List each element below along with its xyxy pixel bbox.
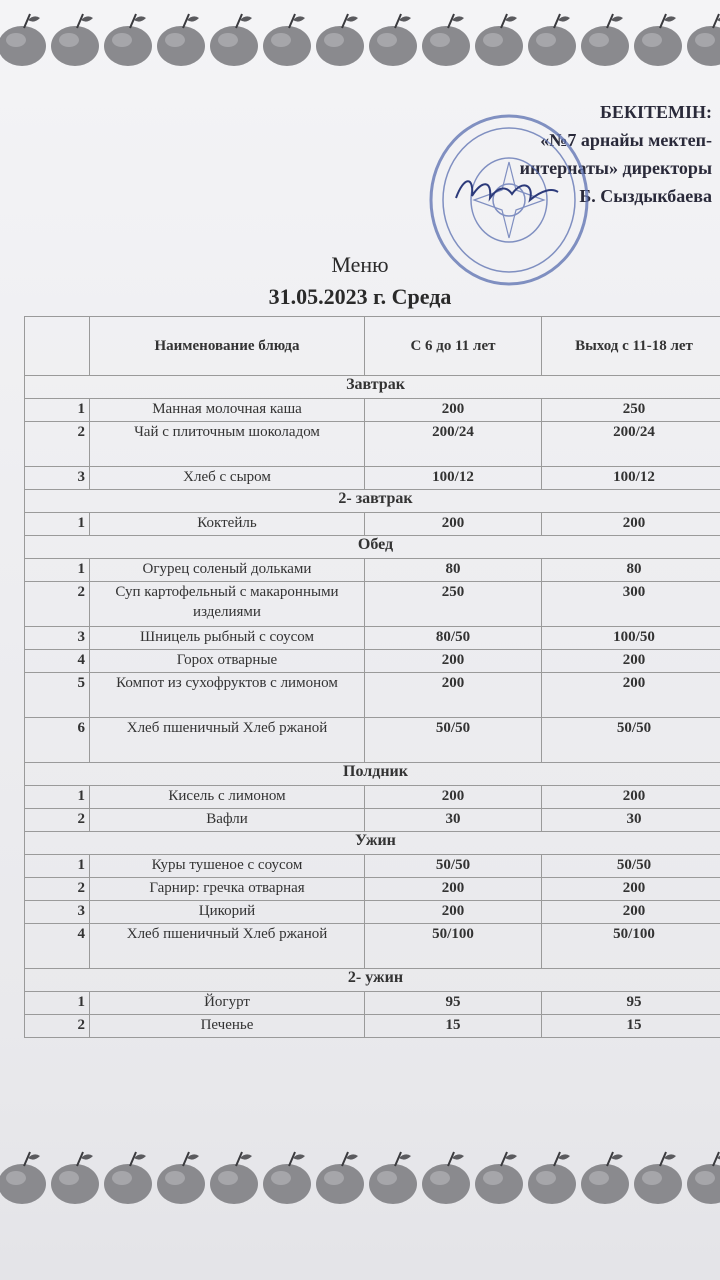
apple-icon xyxy=(528,14,576,66)
row-number: 1 xyxy=(25,399,90,422)
portion-6-11: 200 xyxy=(365,650,542,673)
section-title: 2- завтрак xyxy=(25,490,720,513)
dish-name: Куры тушеное с соусом xyxy=(90,855,365,878)
portion-11-18: 100/12 xyxy=(542,467,720,490)
dish-name: Огурец соленый дольками xyxy=(90,559,365,582)
section-title: 2- ужин xyxy=(25,969,720,992)
dish-name: Шницель рыбный с соусом xyxy=(90,627,365,650)
apple-icon xyxy=(634,1152,682,1204)
section-title: Обед xyxy=(25,536,720,559)
apple-icon xyxy=(316,14,364,66)
row-number: 1 xyxy=(25,513,90,536)
apple-icon xyxy=(157,14,205,66)
table-row xyxy=(25,924,720,969)
row-number: 3 xyxy=(25,467,90,490)
apple-icon xyxy=(51,14,99,66)
portion-6-11: 200 xyxy=(365,878,542,901)
section-title: Полдник xyxy=(25,763,720,786)
portion-6-11: 50/100 xyxy=(365,924,542,969)
menu-table xyxy=(24,316,720,1038)
section-row xyxy=(25,376,720,399)
table-row xyxy=(25,809,720,832)
date-line: 31.05.2023 г. Среда xyxy=(268,284,452,309)
header-age-11-18: Выход с 11-18 лет xyxy=(542,317,720,376)
row-number: 1 xyxy=(25,855,90,878)
table-row xyxy=(25,399,720,422)
apple-icon xyxy=(0,10,720,70)
apple-icon xyxy=(104,1152,152,1204)
row-number: 2 xyxy=(25,422,90,467)
row-number: 1 xyxy=(25,992,90,1015)
apple-icon xyxy=(634,14,682,66)
portion-11-18: 95 xyxy=(542,992,720,1015)
dish-name: Хлеб пшеничный Хлеб ржаной xyxy=(90,924,365,969)
apple-icon xyxy=(475,1152,523,1204)
apple-icon xyxy=(157,1152,205,1204)
apple-icon xyxy=(210,14,258,66)
table-row xyxy=(25,650,720,673)
table-row xyxy=(25,878,720,901)
portion-11-18: 15 xyxy=(542,1015,720,1038)
dish-name: Гарнир: гречка отварная xyxy=(90,878,365,901)
portion-6-11: 250 xyxy=(365,582,542,627)
portion-6-11: 200 xyxy=(365,673,542,718)
portion-6-11: 50/50 xyxy=(365,855,542,878)
row-number: 2 xyxy=(25,809,90,832)
apple-icon xyxy=(687,1152,720,1204)
page-title: Меню xyxy=(331,252,389,277)
portion-11-18: 30 xyxy=(542,809,720,832)
section-row xyxy=(25,490,720,513)
row-number: 2 xyxy=(25,1015,90,1038)
portion-6-11: 80 xyxy=(365,559,542,582)
approval-line-1: БЕКІТЕМІН: xyxy=(600,102,712,122)
dish-name: Вафли xyxy=(90,809,365,832)
approval-line-4: Б. Сыздыкбаева xyxy=(579,186,712,206)
apple-icon xyxy=(0,1152,46,1204)
portion-6-11: 100/12 xyxy=(365,467,542,490)
dish-name: Горох отварные xyxy=(90,650,365,673)
apple-border-bottom xyxy=(0,1148,720,1208)
dish-name: Печенье xyxy=(90,1015,365,1038)
apple-icon xyxy=(422,14,470,66)
dish-name: Коктейль xyxy=(90,513,365,536)
apple-border-top xyxy=(0,10,720,70)
dish-name: Компот из сухофруктов с лимоном xyxy=(90,673,365,718)
apple-icon xyxy=(0,1148,720,1208)
header-name: Наименование блюда xyxy=(90,317,365,376)
signature-icon xyxy=(452,170,562,210)
apple-icon xyxy=(475,14,523,66)
row-number: 2 xyxy=(25,582,90,627)
table-row xyxy=(25,1015,720,1038)
section-row xyxy=(25,969,720,992)
table-row xyxy=(25,901,720,924)
table-row xyxy=(25,786,720,809)
dish-name: Хлеб с сыром xyxy=(90,467,365,490)
portion-6-11: 15 xyxy=(365,1015,542,1038)
portion-6-11: 200/24 xyxy=(365,422,542,467)
row-number: 5 xyxy=(25,673,90,718)
table-row xyxy=(25,422,720,467)
table-row xyxy=(25,582,720,627)
portion-6-11: 80/50 xyxy=(365,627,542,650)
table-header-row xyxy=(25,317,720,376)
portion-6-11: 200 xyxy=(365,399,542,422)
apple-icon xyxy=(581,1152,629,1204)
apple-icon xyxy=(51,1152,99,1204)
portion-6-11: 30 xyxy=(365,809,542,832)
portion-11-18: 250 xyxy=(542,399,720,422)
portion-11-18: 200 xyxy=(542,878,720,901)
row-number: 4 xyxy=(25,924,90,969)
portion-6-11: 200 xyxy=(365,786,542,809)
portion-6-11: 200 xyxy=(365,901,542,924)
portion-11-18: 50/50 xyxy=(542,855,720,878)
row-number: 4 xyxy=(25,650,90,673)
dish-name: Кисель с лимоном xyxy=(90,786,365,809)
portion-11-18: 300 xyxy=(542,582,720,627)
apple-icon xyxy=(687,14,720,66)
menu-table-body xyxy=(25,376,720,1038)
apple-icon xyxy=(263,14,311,66)
row-number: 3 xyxy=(25,627,90,650)
table-row xyxy=(25,855,720,878)
portion-6-11: 200 xyxy=(365,513,542,536)
row-number: 6 xyxy=(25,718,90,763)
portion-11-18: 200 xyxy=(542,513,720,536)
apple-icon xyxy=(369,1152,417,1204)
section-row xyxy=(25,832,720,855)
portion-11-18: 200/24 xyxy=(542,422,720,467)
portion-11-18: 100/50 xyxy=(542,627,720,650)
table-row xyxy=(25,559,720,582)
dish-name: Цикорий xyxy=(90,901,365,924)
portion-11-18: 200 xyxy=(542,650,720,673)
apple-icon xyxy=(104,14,152,66)
approval-line-3: интернаты» директоры xyxy=(519,158,712,178)
dish-name: Йогурт xyxy=(90,992,365,1015)
header-age-6-11: С 6 до 11 лет xyxy=(365,317,542,376)
table-row xyxy=(25,627,720,650)
row-number: 3 xyxy=(25,901,90,924)
dish-name: Чай с плиточным шоколадом xyxy=(90,422,365,467)
row-number: 2 xyxy=(25,878,90,901)
table-row xyxy=(25,513,720,536)
section-title: Ужин xyxy=(25,832,720,855)
header-num xyxy=(25,317,90,376)
portion-11-18: 200 xyxy=(542,786,720,809)
apple-icon xyxy=(528,1152,576,1204)
portion-11-18: 200 xyxy=(542,901,720,924)
portion-6-11: 95 xyxy=(365,992,542,1015)
table-row xyxy=(25,718,720,763)
apple-icon xyxy=(316,1152,364,1204)
row-number: 1 xyxy=(25,786,90,809)
portion-11-18: 50/50 xyxy=(542,718,720,763)
section-row xyxy=(25,536,720,559)
portion-11-18: 50/100 xyxy=(542,924,720,969)
portion-11-18: 200 xyxy=(542,673,720,718)
apple-icon xyxy=(422,1152,470,1204)
section-row xyxy=(25,763,720,786)
dish-name: Манная молочная каша xyxy=(90,399,365,422)
apple-icon xyxy=(369,14,417,66)
row-number: 1 xyxy=(25,559,90,582)
table-row xyxy=(25,467,720,490)
dish-name: Хлеб пшеничный Хлеб ржаной xyxy=(90,718,365,763)
approval-line-2: «№7 арнайы мектеп- xyxy=(540,130,712,150)
table-row xyxy=(25,673,720,718)
portion-6-11: 50/50 xyxy=(365,718,542,763)
apple-icon xyxy=(210,1152,258,1204)
apple-icon xyxy=(0,14,46,66)
dish-name: Суп картофельный с макаронными изделиями xyxy=(90,582,365,627)
apple-icon xyxy=(581,14,629,66)
apple-icon xyxy=(263,1152,311,1204)
section-title: Завтрак xyxy=(25,376,720,399)
table-row xyxy=(25,992,720,1015)
portion-11-18: 80 xyxy=(542,559,720,582)
